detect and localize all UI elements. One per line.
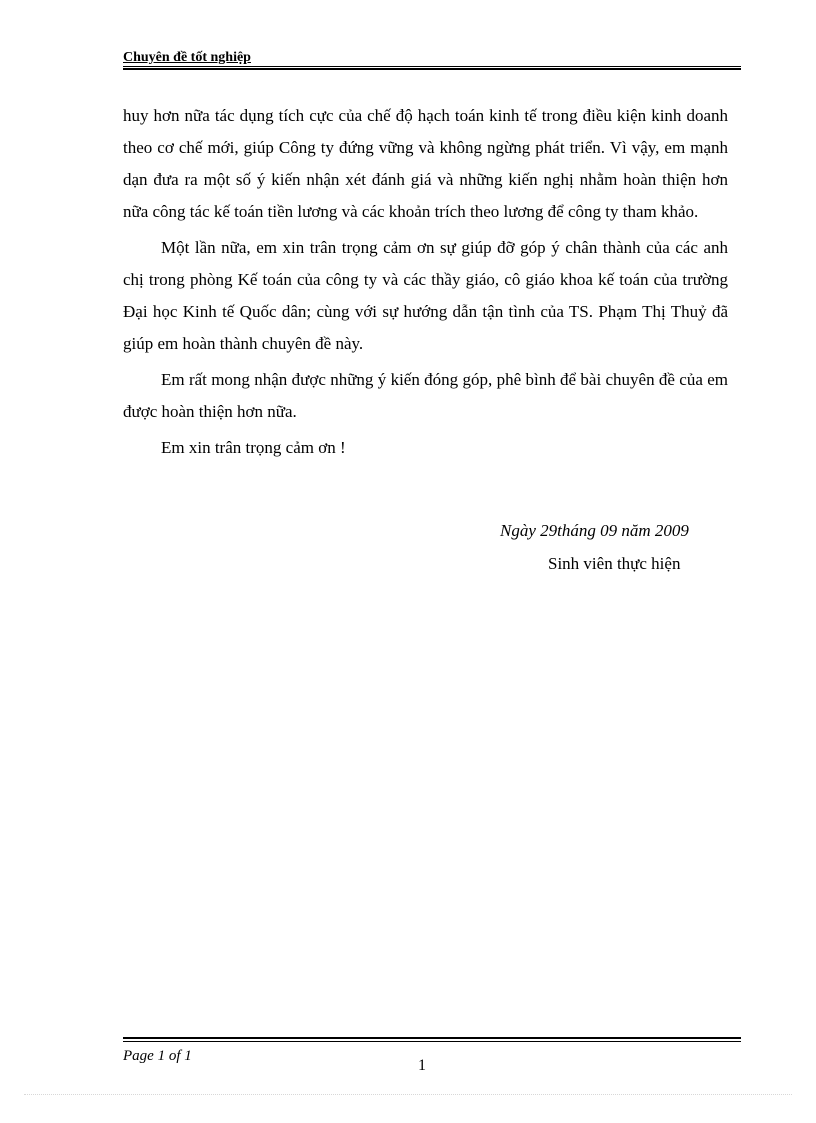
page-bottom-dotted-border <box>24 1094 792 1095</box>
header-rule-thick <box>123 68 741 70</box>
signature-date: Ngày 29tháng 09 năm 2009 <box>500 521 689 540</box>
header-rule-thin <box>123 66 741 67</box>
paragraph-feedback-request: Em rất mong nhận được những ý kiến đóng góp, phê bình để bài chuyên đề của em được hoàn thiện hơn nữa. <box>123 370 728 421</box>
paragraph-thanks: Em xin trân trọng cảm ơn ! <box>161 438 346 457</box>
page-header-title: Chuyên đề tốt nghiệp <box>123 50 251 65</box>
document-body <box>123 100 728 468</box>
paragraph-continuation: huy hơn nữa tác dụng tích cực của chế độ hạch toán kinh tế trong điều kiện kinh doanh theo cơ chế mới, giúp Công ty đứng vững và không ngừng phát triển. Vì vậy, em mạnh dạn đưa ra một số ý kiến nhận xét đánh giá và những kiến nghị nhằm hoàn thiện hơn nữa công tác kế toán tiền lương và các khoản trích theo lương để công ty tham khảo. <box>123 106 728 221</box>
footer-rule-thick <box>123 1037 741 1039</box>
footer-page-number: 1 <box>418 1057 426 1074</box>
paragraph-acknowledgement: Một lần nữa, em xin trân trọng cảm ơn sự giúp đỡ góp ý chân thành của các anh chị trong phòng Kế toán của công ty và các thầy giáo, cô giáo khoa kế toán của trường Đại học Kinh tế Quốc dân; cùng với sự hướng dẫn tận tình của TS. Phạm Thị Thuỷ đã giúp em hoàn thành chuyên đề này. <box>123 238 728 353</box>
signature-signer: Sinh viên thực hiện <box>548 554 681 573</box>
footer-page-label: Page 1 of 1 <box>123 1048 192 1064</box>
footer-rule-thin <box>123 1041 741 1042</box>
